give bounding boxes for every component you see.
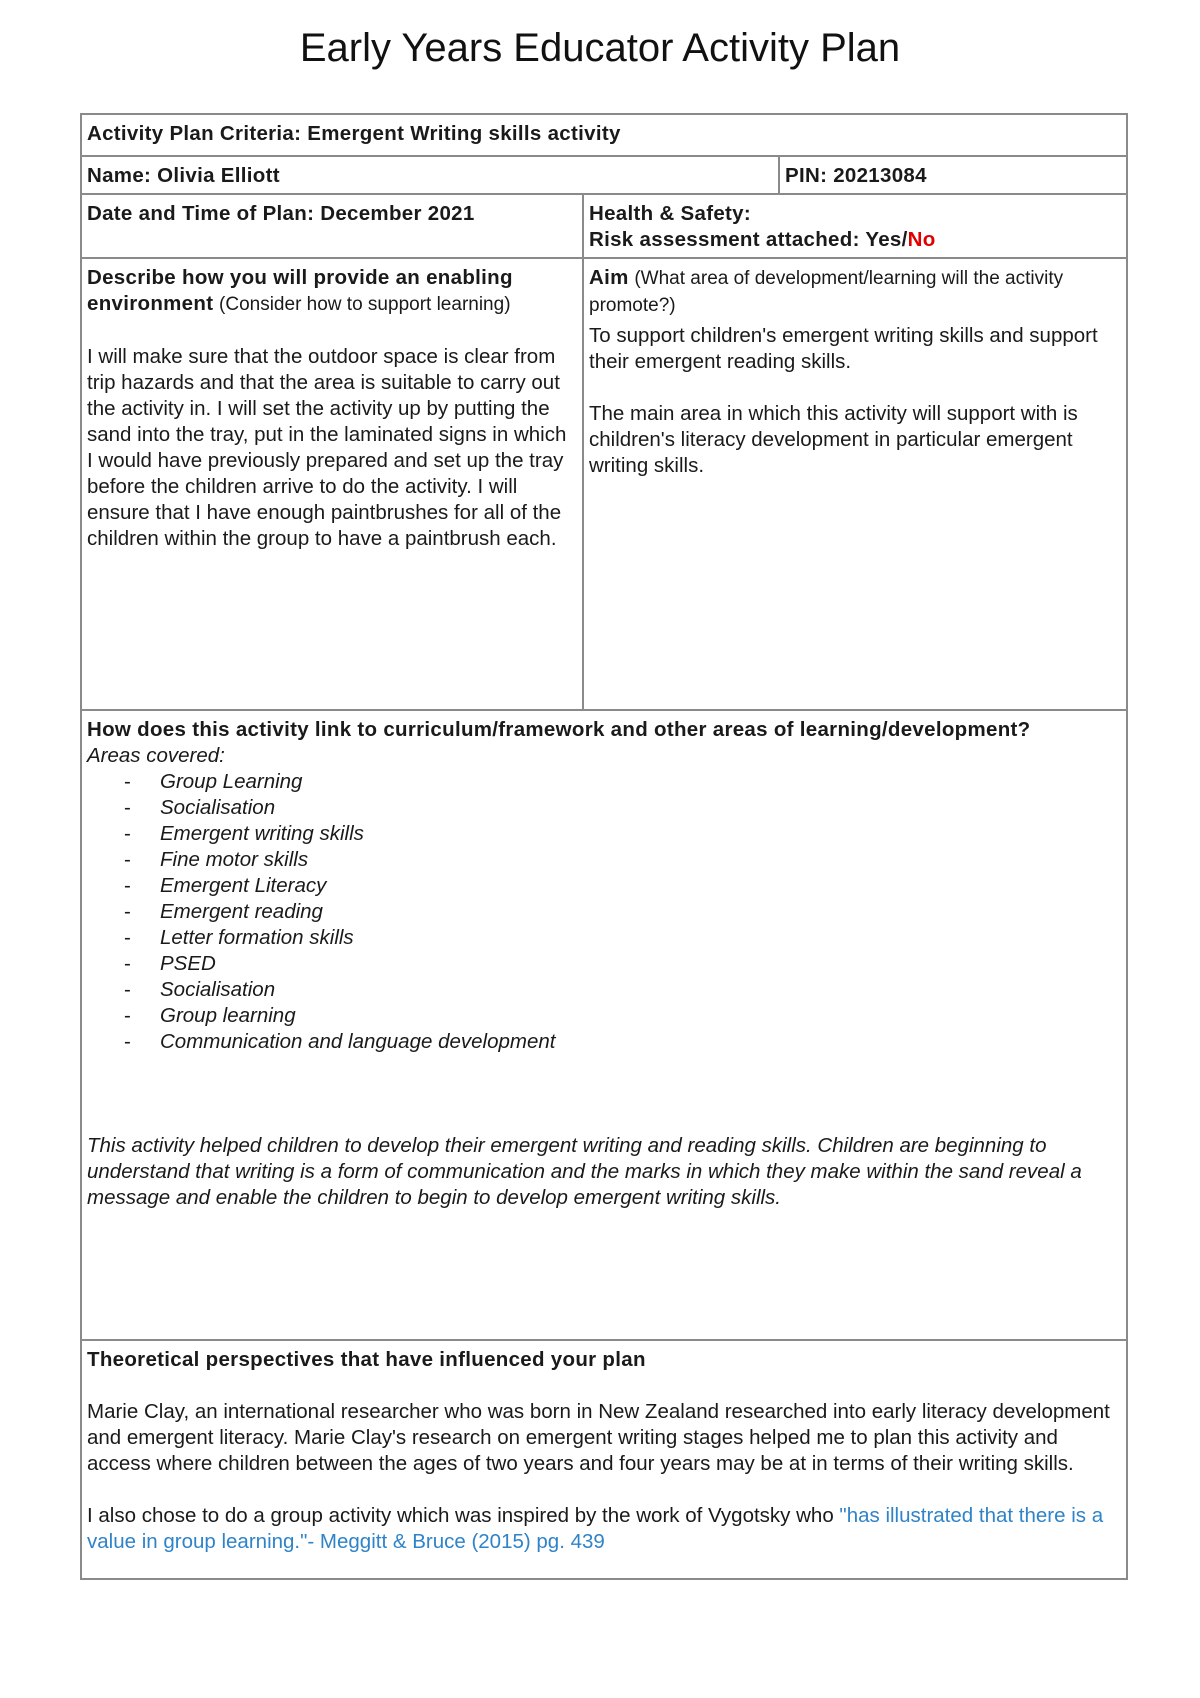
theory-paragraph-2-text: I also chose to do a group activity which was inspired by the work of Vygotsky who — [87, 1504, 834, 1527]
environment-hint: (Consider how to support learning) — [219, 294, 511, 315]
theory-paragraph-2 — [87, 1503, 1121, 1555]
pin-value: 20213084 — [833, 164, 927, 187]
environment-heading-block — [87, 265, 577, 318]
list-bullet: - — [124, 848, 131, 871]
area-text: Group Learning — [160, 770, 303, 793]
risk-yes: Yes — [865, 228, 902, 251]
health-safety-cell — [582, 193, 1126, 257]
list-bullet: - — [124, 926, 131, 949]
area-text: Group learning — [160, 1004, 296, 1027]
aim-paragraph-2: The main area in which this activity will support with is children's literacy development in particular emergent writing skills. — [589, 402, 1078, 477]
list-item — [87, 873, 1121, 899]
areas-covered-label: Areas covered: — [87, 744, 225, 767]
area-text: Emergent reading — [160, 900, 323, 923]
environment-heading: Describe how you will provide an enabling environment — [87, 266, 513, 315]
page-title: Early Years Educator Activity Plan — [299, 26, 901, 70]
list-bullet: - — [124, 770, 131, 793]
list-bullet: - — [124, 822, 131, 845]
list-bullet: - — [124, 874, 131, 897]
list-item — [87, 899, 1121, 925]
aim-heading: Aim — [589, 266, 629, 289]
theory-heading: Theoretical perspectives that have influenced your plan — [87, 1348, 646, 1371]
area-text: Emergent writing skills — [160, 822, 364, 845]
area-text: Fine motor skills — [160, 848, 309, 871]
areas-list — [87, 769, 1121, 1055]
name-label: Name: — [87, 164, 152, 187]
area-text: Emergent Literacy — [160, 874, 327, 897]
area-text: Letter formation skills — [160, 926, 354, 949]
aim-paragraph-1: To support children's emergent writing skills and support their emergent reading skills. — [589, 324, 1098, 373]
list-bullet: - — [124, 1030, 131, 1053]
list-item — [87, 821, 1121, 847]
environment-cell — [82, 257, 582, 709]
criteria-value: Emergent Writing skills activity — [307, 122, 621, 145]
list-item — [87, 951, 1121, 977]
criteria-cell — [82, 115, 1126, 155]
list-item — [87, 769, 1121, 795]
area-text: Communication and language development — [160, 1030, 556, 1053]
risk-separator: / — [901, 228, 908, 251]
name-value: Olivia Elliott — [157, 164, 280, 187]
date-value: December 2021 — [320, 202, 475, 225]
risk-no: No — [907, 228, 936, 251]
list-item — [87, 1029, 1121, 1055]
list-item — [87, 977, 1121, 1003]
area-text: PSED — [160, 952, 216, 975]
aim-hint: (What area of development/learning will the activity promote?) — [589, 268, 1064, 316]
date-label: Date and Time of Plan: — [87, 202, 315, 225]
area-text: Socialisation — [160, 978, 276, 1001]
activity-plan-table — [80, 113, 1128, 1580]
curriculum-cell — [82, 709, 1126, 1339]
list-item — [87, 847, 1121, 873]
name-cell — [82, 155, 778, 193]
list-bullet: - — [124, 952, 131, 975]
date-cell — [82, 193, 582, 257]
list-item — [87, 925, 1121, 951]
health-safety-label: Health & Safety: — [589, 202, 752, 225]
risk-assessment-line — [589, 227, 1121, 253]
theory-cell — [82, 1339, 1126, 1578]
list-bullet: - — [124, 900, 131, 923]
pin-cell — [778, 155, 1126, 193]
theory-paragraph-1: Marie Clay, an international researcher who was born in New Zealand researched into early literacy development and emergent literacy. Marie Clay's research on emergent writing stages helped me to plan this activity and access where children between the ages of two years and four years may be at in terms of their writing skills. — [87, 1400, 1110, 1475]
pin-label: PIN: — [785, 164, 828, 187]
citation-quote: "has illustrated that there is a value in group learning."- Meggitt & Bruce (2015) pg. 439 — [87, 1504, 1104, 1553]
criteria-label: Activity Plan Criteria: — [87, 122, 302, 145]
environment-text: I will make sure that the outdoor space is clear from trip hazards and that the area is suitable to carry out the activity in. I will set the activity up by putting the sand into the tray, put in the laminated signs in which I would have previously prepared and set up the tray before the children arrive to do the activity. I will ensure that I have enough paintbrushes for all of the children within the group to have a paintbrush each. — [87, 345, 567, 550]
list-bullet: - — [124, 1004, 131, 1027]
aim-cell — [582, 257, 1126, 709]
aim-heading-block — [589, 265, 1121, 319]
curriculum-heading: How does this activity link to curriculum/framework and other areas of learning/development? — [87, 718, 1031, 741]
list-item — [87, 1003, 1121, 1029]
risk-assessment-label: Risk assessment attached: — [589, 228, 860, 251]
list-bullet: - — [124, 796, 131, 819]
list-bullet: - — [124, 978, 131, 1001]
area-text: Socialisation — [160, 796, 276, 819]
list-item — [87, 795, 1121, 821]
curriculum-summary: This activity helped children to develop their emergent writing and reading skills. Children are beginning to understand that writing is a form of communication and the marks in which they make within the sand reveal a message and enable the children to begin to develop emergent writing skills. — [87, 1134, 1082, 1209]
